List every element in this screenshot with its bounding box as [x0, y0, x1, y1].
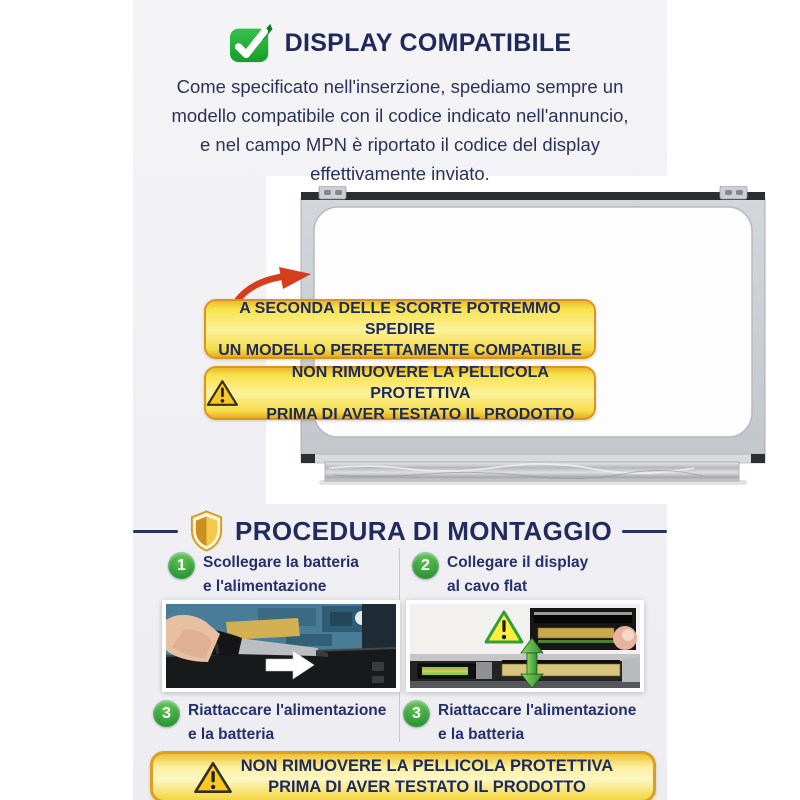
panel-foil-strip — [325, 462, 739, 481]
heading-rule-right — [622, 530, 667, 533]
procedure-title: PROCEDURA DI MONTAGGIO — [234, 515, 613, 546]
footer-warning-triangle-icon — [193, 760, 233, 795]
film-warning-banner — [204, 363, 596, 423]
step-3-right-text — [438, 699, 636, 747]
step-1-line1: Scollegare la batteria — [203, 554, 359, 571]
step-1-badge: 1 — [168, 552, 195, 579]
stock-notice-text — [206, 298, 594, 361]
battery-disconnect-photo — [162, 600, 400, 692]
intro-line3: e nel campo MPN è riportato il codice del display — [200, 134, 600, 155]
step-2-badge: 2 — [412, 552, 439, 579]
hinge-bracket-right — [720, 186, 747, 199]
step-3-left-line2: e la batteria — [188, 726, 275, 743]
stock-notice-banner — [204, 299, 596, 359]
intro-line4: effettivamente inviato. — [310, 163, 490, 184]
inset-connector-photo — [530, 608, 637, 650]
stock-notice-line1: A SECONDA DELLE SCORTE POTREMMO SPEDIRE — [239, 299, 561, 338]
footer-warning-text — [241, 756, 613, 798]
battery-disconnect-illustration — [166, 604, 396, 688]
step-3-left-line1: Riattaccare l'alimentazione — [188, 702, 387, 719]
display-connect-photo — [406, 600, 644, 692]
shield-icon — [188, 510, 225, 552]
footer-warning-line1: NON RIMUOVERE LA PELLICOLA PROTETTIVA — [240, 757, 614, 775]
green-check-icon — [229, 22, 273, 64]
page-header — [133, 22, 667, 64]
intro-line2: modello compatibile con il codice indicato nell'annuncio, — [171, 105, 629, 126]
intro-line1: Come specificato nell'inserzione, spediamo sempre un — [176, 76, 624, 97]
step-2-line2: al cavo flat — [447, 578, 528, 595]
warning-triangle-icon — [206, 378, 239, 408]
step-1-text — [203, 551, 359, 599]
film-warning-line1: NON RIMUOVERE LA PELLICOLA PROTETTIVA — [291, 363, 549, 402]
panel-top-strip — [301, 192, 765, 200]
procedure-header — [133, 510, 667, 552]
step-3-right-badge: 3 — [403, 700, 430, 727]
step-3-right-line1: Riattaccare l'alimentazione — [438, 702, 637, 719]
step-2-text — [447, 551, 588, 599]
panel-edge-photo — [410, 654, 640, 688]
film-warning-line2: PRIMA DI AVER TESTATO IL PRODOTTO — [266, 405, 575, 423]
intro-paragraph — [133, 72, 667, 188]
film-warning-text — [247, 362, 594, 425]
step-1-line2: e l'alimentazione — [203, 578, 327, 595]
step-2-line1: Collegare il display — [447, 554, 589, 571]
footer-warning-banner — [150, 751, 656, 800]
step-3-left-text — [188, 699, 386, 747]
display-connect-illustration — [410, 604, 640, 688]
page-title: DISPLAY COMPATIBILE — [284, 28, 572, 57]
heading-rule-left — [133, 530, 178, 533]
step-3-right-line2: e la batteria — [438, 726, 525, 743]
step-3-left-badge: 3 — [153, 700, 180, 727]
footer-warning-line2: PRIMA DI AVER TESTATO IL PRODOTTO — [268, 778, 586, 796]
stock-notice-line2: UN MODELLO PERFETTAMENTE COMPATIBILE — [218, 341, 582, 359]
